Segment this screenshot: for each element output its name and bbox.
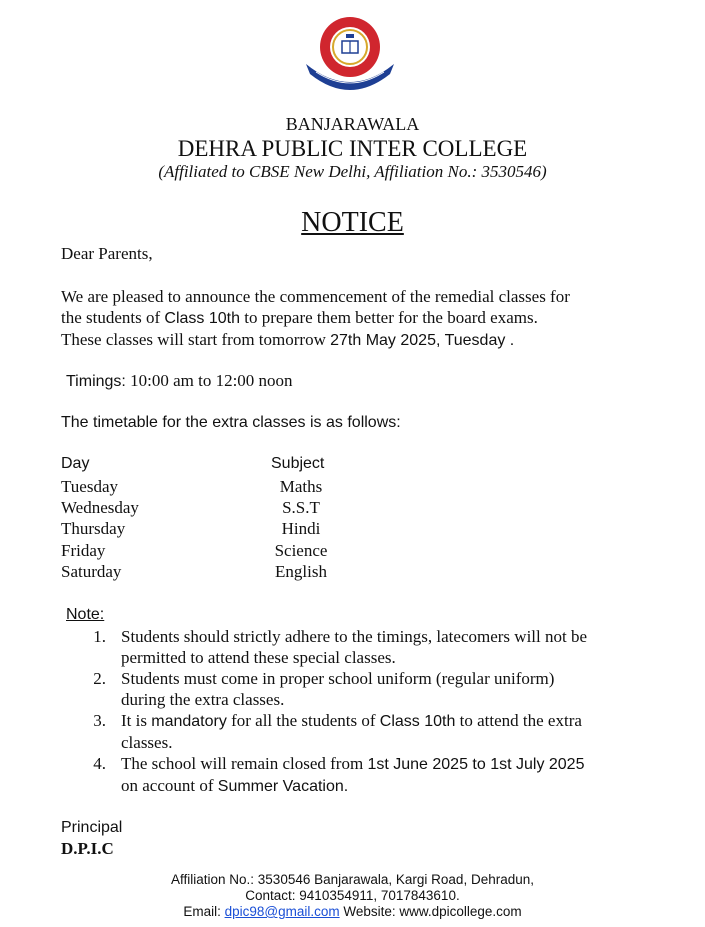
list-text [121, 668, 646, 710]
announcement-line-3 [61, 329, 570, 351]
announcement-text: These classes will start from tomorrow [61, 330, 331, 349]
website-text: Website: www.dpicollege.com [339, 904, 522, 919]
list-fragment: The school will remain closed from [121, 754, 368, 773]
salutation: Dear Parents, [61, 244, 153, 263]
day-column-header: Day [61, 455, 90, 472]
list-number: 2. [93, 669, 106, 688]
list-item [88, 668, 648, 710]
signature-org: D.P.I.C [61, 839, 114, 858]
list-item [88, 753, 648, 795]
list-line [121, 753, 646, 775]
announcement-line-2 [61, 307, 570, 329]
list-line: Students must come in proper school uniform (regular uniform) [121, 669, 555, 688]
table-row [61, 477, 461, 498]
footer-address: Affiliation No.: 3530546 Banjarawala, Kargi Road, Dehradun, [171, 872, 534, 887]
start-date: 27th May 2025, Tuesday . [330, 332, 515, 349]
list-text [121, 710, 646, 753]
footer-email-line [0, 904, 705, 919]
day-cell: Friday [61, 541, 106, 560]
announcement-text: the students of [61, 308, 165, 327]
notice-title: NOTICE [301, 207, 404, 238]
school-crest-icon [302, 14, 398, 92]
list-line: permitted to attend these special classes. [121, 648, 396, 667]
day-cell: Wednesday [61, 498, 139, 517]
timings-label: Timings: [66, 373, 126, 390]
announcement-line-1: We are pleased to announce the commencement of the remedial classes for [61, 287, 570, 306]
announcement-text: to prepare them better for the board exams. [240, 308, 538, 327]
day-cell: Tuesday [61, 477, 118, 496]
list-fragment: to attend the extra [455, 711, 582, 730]
list-number: 4. [93, 754, 106, 773]
day-cell: Saturday [61, 562, 122, 581]
subject-cell: S.S.T [282, 498, 320, 517]
signature-title: Principal [61, 819, 123, 836]
affiliation-line: (Affiliated to CBSE New Delhi, Affiliation No.: 3530546) [158, 162, 547, 181]
email-link[interactable]: dpic98@gmail.com [224, 904, 340, 919]
subject-cell: Hindi [281, 519, 321, 538]
day-cell: Thursday [61, 519, 126, 538]
list-number: 1. [93, 627, 106, 646]
subject-column-header: Subject [271, 455, 325, 472]
subject-cell: Science [274, 541, 328, 560]
list-fragment: It is [121, 711, 152, 730]
timings-line [66, 370, 293, 392]
branch-name: BANJARAWALA [285, 114, 420, 134]
email-label: Email: [183, 904, 225, 919]
list-line: Students should strictly adhere to the timings, latecomers will not be [121, 627, 588, 646]
timings-value: 10:00 am to 12:00 noon [125, 371, 293, 390]
footer-contact: Contact: 9410354911, 7017843610. [245, 888, 460, 903]
list-item [88, 710, 648, 752]
list-text [121, 626, 646, 668]
list-line: classes. [121, 733, 173, 752]
list-item [88, 626, 648, 668]
table-row [61, 562, 461, 583]
list-fragment: for all the students of [226, 711, 380, 730]
list-fragment: on account of [121, 776, 218, 795]
list-text [121, 753, 646, 797]
table-row [61, 498, 461, 519]
note-heading: Note: [66, 606, 105, 623]
subject-cell: English [275, 562, 327, 581]
mandatory-highlight: mandatory [151, 713, 227, 730]
list-number: 3. [93, 711, 106, 730]
list-line [121, 710, 646, 732]
class-highlight: Class 10th [379, 713, 456, 730]
announcement-paragraph [61, 286, 570, 351]
timetable-intro: The timetable for the extra classes is as follows: [61, 414, 401, 431]
vacation-highlight: Summer Vacation. [217, 778, 349, 795]
subject-cell: Maths [279, 477, 323, 496]
list-line: during the extra classes. [121, 690, 285, 709]
timetable-header [61, 455, 461, 476]
vacation-dates: 1st June 2025 to 1st July 2025 [367, 756, 585, 773]
list-line [121, 775, 646, 797]
table-row [61, 519, 461, 540]
class-highlight: Class 10th [164, 310, 240, 327]
table-row [61, 541, 461, 562]
college-name: DEHRA PUBLIC INTER COLLEGE [177, 136, 528, 161]
